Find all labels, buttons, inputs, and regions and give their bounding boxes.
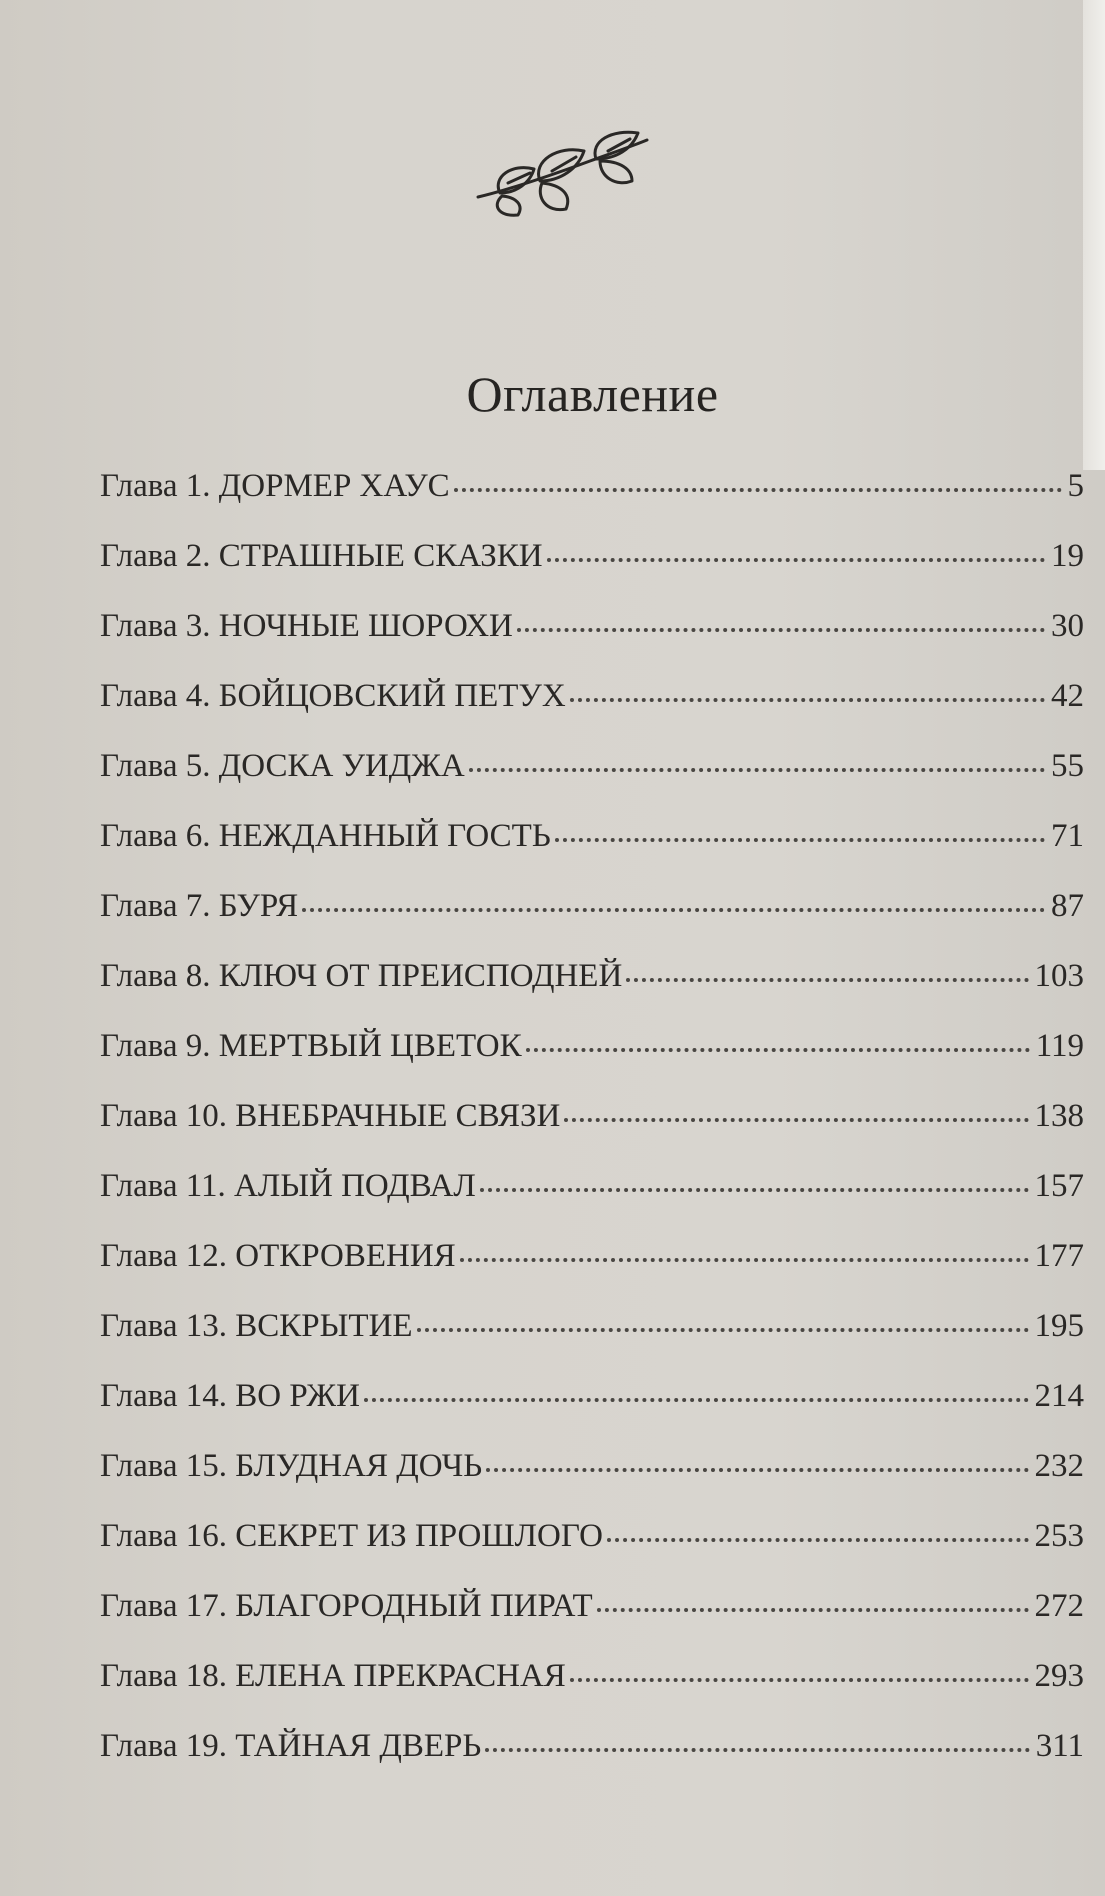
- chapter-title: Глава 17. БЛАГОРОДНЫЙ ПИРАТ: [100, 1588, 593, 1624]
- page-number: 19: [1051, 538, 1084, 574]
- toc-entry: [100, 1028, 1084, 1098]
- toc-entry: [100, 748, 1084, 818]
- page-number: 293: [1034, 1658, 1084, 1694]
- toc-entry: [100, 1098, 1084, 1168]
- dot-leader: [454, 488, 1062, 492]
- dot-leader: [460, 1258, 1029, 1262]
- toc-entry: [100, 1518, 1084, 1588]
- dot-leader: [570, 698, 1045, 702]
- chapter-title: Глава 2. СТРАШНЫЕ СКАЗКИ: [100, 538, 543, 574]
- page-number: 232: [1034, 1448, 1084, 1484]
- page-number: 87: [1051, 888, 1084, 924]
- chapter-title: Глава 15. БЛУДНАЯ ДОЧЬ: [100, 1448, 483, 1484]
- chapter-title: Глава 19. ТАЙНАЯ ДВЕРЬ: [100, 1728, 482, 1764]
- toc-entry: [100, 958, 1084, 1028]
- dot-leader: [469, 768, 1045, 772]
- page-number: 138: [1034, 1098, 1084, 1134]
- toc-entry: [100, 1588, 1084, 1658]
- dot-leader: [364, 1398, 1029, 1402]
- chapter-title: Глава 11. АЛЫЙ ПОДВАЛ: [100, 1168, 476, 1204]
- dot-leader: [564, 1118, 1028, 1122]
- dot-leader: [570, 1678, 1029, 1682]
- page-title: Оглавление: [466, 366, 719, 422]
- toc-entry: [100, 1308, 1084, 1378]
- page-number: 157: [1034, 1168, 1084, 1204]
- dot-leader: [517, 628, 1045, 632]
- chapter-title: Глава 5. ДОСКА УИДЖА: [100, 748, 465, 784]
- chapter-title: Глава 9. МЕРТВЫЙ ЦВЕТОК: [100, 1028, 522, 1064]
- chapter-title: Глава 14. ВО РЖИ: [100, 1378, 360, 1414]
- page-number: 272: [1034, 1588, 1084, 1624]
- chapter-title: Глава 16. СЕКРЕТ ИЗ ПРОШЛОГО: [100, 1518, 603, 1554]
- page-number: 42: [1051, 678, 1084, 714]
- toc-entry: [100, 1378, 1084, 1448]
- chapter-title: Глава 4. БОЙЦОВСКИЙ ПЕТУХ: [100, 678, 566, 714]
- dot-leader: [302, 908, 1045, 912]
- toc-entry: [100, 1448, 1084, 1518]
- chapter-title: Глава 6. НЕЖДАННЫЙ ГОСТЬ: [100, 818, 551, 854]
- dot-leader: [626, 978, 1028, 982]
- page-number: 253: [1034, 1518, 1084, 1554]
- toc-entry: [100, 1728, 1084, 1798]
- chapter-title: Глава 8. КЛЮЧ ОТ ПРЕИСПОДНЕЙ: [100, 958, 623, 994]
- table-of-contents: [100, 468, 1084, 1798]
- page-number: 195: [1034, 1308, 1084, 1344]
- dot-leader: [597, 1608, 1029, 1612]
- chapter-title: Глава 12. ОТКРОВЕНИЯ: [100, 1238, 456, 1274]
- dot-leader: [547, 558, 1045, 562]
- toc-entry: [100, 468, 1084, 538]
- toc-entry: [100, 608, 1084, 678]
- page-number: 71: [1051, 818, 1084, 854]
- chapter-title: Глава 7. БУРЯ: [100, 888, 299, 924]
- dot-leader: [486, 1468, 1028, 1472]
- dot-leader: [485, 1748, 1029, 1752]
- toc-entry: [100, 1658, 1084, 1728]
- page-number: 103: [1034, 958, 1084, 994]
- page-number: 55: [1051, 748, 1084, 784]
- toc-entry: [100, 538, 1084, 608]
- chapter-title: Глава 10. ВНЕБРАЧНЫЕ СВЯЗИ: [100, 1098, 561, 1134]
- page-number: 30: [1051, 608, 1084, 644]
- dot-leader: [555, 838, 1045, 842]
- dot-leader: [417, 1328, 1029, 1332]
- leaf-branch-icon: [472, 125, 662, 230]
- toc-entry: [100, 678, 1084, 748]
- toc-entry: [100, 1238, 1084, 1308]
- chapter-title: Глава 18. ЕЛЕНА ПРЕКРАСНАЯ: [100, 1658, 566, 1694]
- page-number: 214: [1034, 1378, 1084, 1414]
- dot-leader: [607, 1538, 1029, 1542]
- chapter-title: Глава 13. ВСКРЫТИЕ: [100, 1308, 413, 1344]
- page-number: 5: [1067, 468, 1084, 504]
- toc-entry: [100, 888, 1084, 958]
- toc-entry: [100, 818, 1084, 888]
- page-number: 311: [1035, 1728, 1084, 1764]
- toc-entry: [100, 1168, 1084, 1238]
- chapter-title: Глава 1. ДОРМЕР ХАУС: [100, 468, 450, 504]
- dot-leader: [480, 1188, 1029, 1192]
- page-number: 119: [1035, 1028, 1084, 1064]
- chapter-title: Глава 3. НОЧНЫЕ ШОРОХИ: [100, 608, 513, 644]
- dot-leader: [526, 1048, 1030, 1052]
- page-number: 177: [1034, 1238, 1084, 1274]
